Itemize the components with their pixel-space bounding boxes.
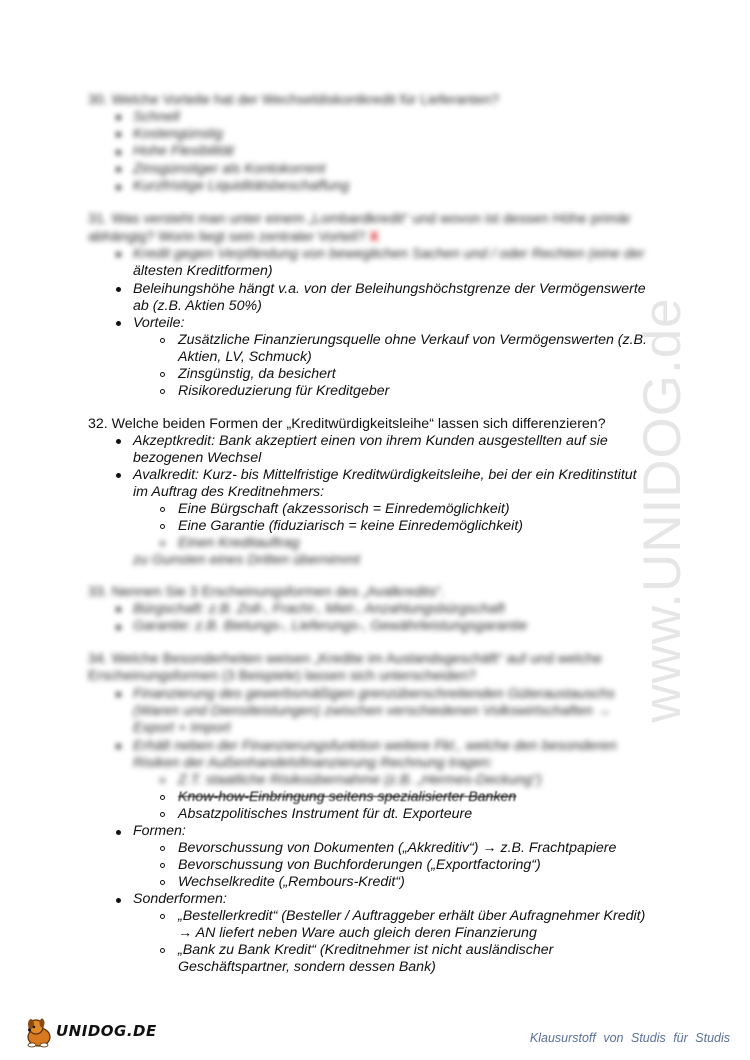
list-item: Garantie: z.B. Bietungs-, Lieferungs-, Gewährleistungsgarantie [133, 618, 528, 634]
sub-item: Einen Kreditauftrag [178, 535, 300, 551]
question-33-title: 33. Nennen Sie 3 Erscheinungsformen des „Avalkredits“. [88, 584, 445, 600]
logo-text: UNIDOG.DE [56, 1022, 157, 1040]
mark-icon: X [369, 229, 379, 245]
list-item-continued: Risiken der Außenhandelsfinanzierung Rechnung tragen: [133, 755, 493, 771]
circle-bullet-icon [160, 778, 165, 783]
list-item: Vorteile: [133, 315, 185, 331]
circle-bullet-icon [160, 795, 165, 800]
question-34-title-line2: Erscheinungsformen (3 Beispiele) lassen sich unterscheiden? [88, 668, 477, 684]
circle-bullet-icon [160, 541, 165, 546]
bullet-icon [116, 115, 121, 120]
circle-bullet-icon [160, 524, 165, 529]
list-item: Kurzfristige Liquiditätsbeschaffung [133, 178, 350, 194]
list-item: Zinsgünstiger als Kontokorrent [133, 161, 326, 177]
list-item-continued: bezogenen Wechsel [133, 450, 262, 466]
bullet-icon [116, 898, 121, 903]
sub-item: Absatzpolitisches Instrument für dt. Exporteure [178, 806, 473, 822]
bullet-icon [116, 185, 121, 190]
list-item: Finanzierung des gewerbsmäßigen grenzüberschreitenden Güteraustauschs [133, 686, 615, 702]
bullet-icon [116, 321, 121, 326]
circle-bullet-icon [160, 880, 165, 885]
circle-bullet-icon [160, 389, 165, 394]
sub-item-continued: → AN liefert neben Ware auch gleich deren Finanzierung [178, 925, 537, 941]
list-item-continued: ab (z.B. Aktien 50%) [133, 298, 262, 314]
sub-item: Bevorschussung von Dokumenten („Akkreditiv“) → z.B. Frachtpapiere [178, 840, 617, 856]
list-item: Sonderformen: [133, 891, 227, 907]
circle-bullet-icon [160, 507, 165, 512]
bullet-icon [116, 692, 121, 697]
list-item: Akzeptkredit: Bank akzeptiert einen von ihrem Kunden ausgestellten auf sie [133, 433, 608, 449]
bullet-icon [116, 439, 121, 444]
question-32-title: 32. Welche beiden Formen der „Kreditwürdigkeitsleihe“ lassen sich differenzieren? [88, 416, 606, 432]
list-item: Erhält neben der Finanzierungsfunktion weitere Fkt., welche den besonderen [133, 738, 617, 754]
list-item-continued: (Waren und Dienstleistungen) zwischen verschiedenen Volkswirtschaften → [133, 703, 611, 719]
list-item: Bürgschaft: z.B. Zoll-, Fracht-, Miet-, Anzahlungsbürgschaft [133, 601, 505, 617]
question-31-title-line1: 31. Was versteht man unter einem „Lombardkredit“ und wovon ist dessen Höhe primär [88, 211, 631, 227]
dog-icon [22, 1015, 58, 1051]
list-item-continued: zu Gunsten eines Dritten übernimmt [133, 552, 361, 568]
circle-bullet-icon [160, 914, 165, 919]
sub-item: „Bank zu Bank Kredit“ (Kreditnehmer ist nicht ausländischer [178, 942, 554, 958]
bullet-icon [116, 625, 121, 630]
circle-bullet-icon [160, 948, 165, 953]
bullet-icon [116, 167, 121, 172]
sub-item: Know-how-Einbringung seitens spezialisierter Banken [178, 789, 517, 805]
footer-tagline: Klausurstoff von Studis für Studis [529, 1031, 730, 1045]
unidog-logo [22, 1015, 162, 1051]
sub-item-continued: Geschäftspartner, sondern dessen Bank) [178, 959, 436, 975]
sub-item: Wechselkredite („Rembours-Kredit“) [178, 874, 405, 890]
circle-bullet-icon [160, 372, 165, 377]
bullet-icon [116, 607, 121, 612]
question-30-title: 30. Welche Vorteile hat der Wechseldiskontkredit für Lieferanten? [88, 92, 500, 108]
list-item-continued: Export + Import [133, 720, 231, 736]
sub-item: Eine Garantie (fiduziarisch = keine Einredemöglichkeit) [178, 518, 524, 534]
sub-item: Zinsgünstig, da besichert [178, 366, 336, 382]
bullet-icon [116, 473, 121, 478]
circle-bullet-icon [160, 863, 165, 868]
bullet-icon [116, 150, 121, 155]
circle-bullet-icon [160, 846, 165, 851]
bullet-icon [116, 132, 121, 137]
circle-bullet-icon [160, 338, 165, 343]
list-item: Kredit gegen Verpfändung von beweglichen Sachen und / oder Rechten (eine der [133, 246, 645, 262]
sub-item: Bevorschussung von Buchforderungen („Exportfactoring“) [178, 857, 541, 873]
bullet-icon [116, 287, 121, 292]
sub-item: „Bestellerkredit“ (Besteller / Auftraggeber erhält über Aufragnehmer Kredit) [178, 908, 646, 924]
question-31-title-line2 [88, 229, 379, 246]
watermark-text: www.UNIDOG.de [633, 297, 692, 723]
bullet-icon [116, 252, 121, 257]
sub-item-continued: Aktien, LV, Schmuck) [178, 349, 312, 365]
list-item: Beleihungshöhe hängt v.a. von der Beleihungshöchstgrenze der Vermögenswerte [133, 281, 646, 297]
list-item: Hohe Flexibilität [133, 143, 234, 159]
list-item: Avalkredit: Kurz- bis Mittelfristige Kreditwürdigkeitsleihe, bei der ein Kreditinstitut [133, 467, 637, 483]
list-item-continued: ältesten Kreditformen) [133, 263, 273, 279]
question-31-title-text: abhängig? Worin liegt sein zentraler Vorteil? [88, 229, 366, 245]
question-34-title-line1: 34. Welche Besonderheiten weisen „Kredite im Auslandsgeschäft“ auf und welche [88, 651, 602, 667]
sub-item: Zusätzliche Finanzierungsquelle ohne Verkauf von Vermögenswerten (z.B. [178, 332, 647, 348]
list-item: Kostengünstig [133, 126, 223, 142]
sub-item: Risikoreduzierung für Kreditgeber [178, 383, 390, 399]
list-item-continued: im Auftrag des Kreditnehmers: [133, 484, 325, 500]
bullet-icon [116, 830, 121, 835]
sub-item: Z.T. staatliche Risikoübernahme (z.B. „Hermes-Deckung“) [178, 772, 542, 788]
bullet-icon [116, 744, 121, 749]
list-item: Formen: [133, 823, 186, 839]
list-item: Schnell [133, 109, 180, 125]
circle-bullet-icon [160, 812, 165, 817]
sub-item: Eine Bürgschaft (akzessorisch = Einredemöglichkeit) [178, 501, 510, 517]
